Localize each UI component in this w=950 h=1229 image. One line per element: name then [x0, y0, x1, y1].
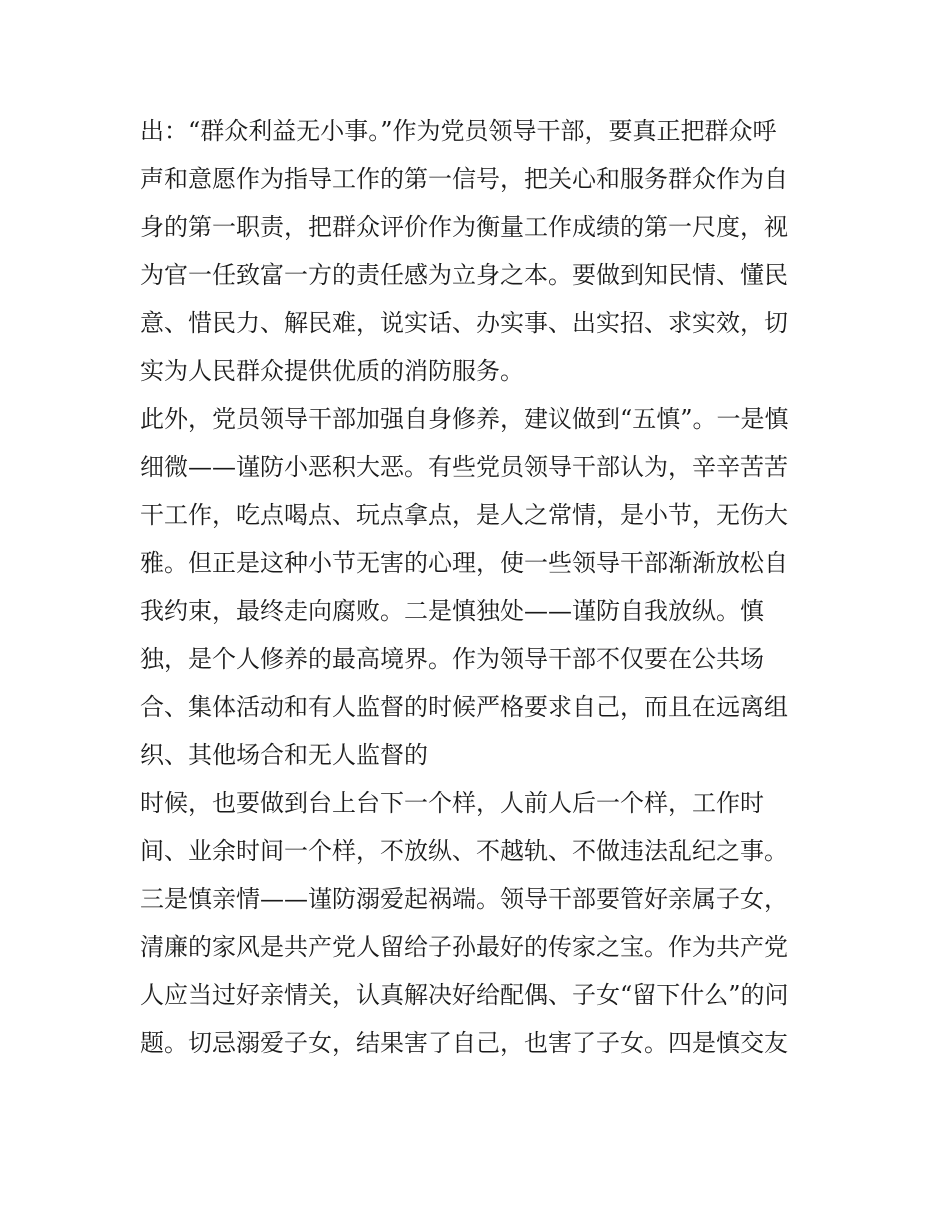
- text-line: 织、其他场合和无人监督的: [140, 741, 428, 769]
- text-line: 合、集体活动和有人监督的时候严格要求自己，而且在远离组: [140, 693, 788, 721]
- text-line: 身的第一职责，把群众评价作为衡量工作成绩的第一尺度，视: [140, 213, 788, 241]
- text-line: 实为人民群众提供优质的消防服务。: [140, 357, 524, 385]
- text-line: 我约束，最终走向腐败。二是慎独处——谨防自我放纵。慎: [140, 597, 764, 625]
- text-line: 意、惜民力、解民难，说实话、办实事、出实招、求实效，切: [140, 309, 788, 337]
- text-line: 声和意愿作为指导工作的第一信号，把关心和服务群众作为自: [140, 165, 788, 193]
- body-text: [140, 107, 820, 1067]
- text-line: 雅。但正是这种小节无害的心理，使一些领导干部渐渐放松自: [140, 549, 788, 577]
- text-line: 时候，也要做到台上台下一个样，人前人后一个样，工作时: [140, 789, 764, 817]
- text-line: 三是慎亲情——谨防溺爱起祸端。领导干部要管好亲属子女，: [140, 885, 788, 913]
- text-line: 干工作，吃点喝点、玩点拿点，是人之常情，是小节，无伤大: [140, 501, 788, 529]
- text-line: 间、业余时间一个样，不放纵、不越轨、不做违法乱纪之事。: [140, 837, 788, 865]
- text-line: 独，是个人修养的最高境界。作为领导干部不仅要在公共场: [140, 645, 764, 673]
- text-line: 为官一任致富一方的责任感为立身之本。要做到知民情、懂民: [140, 261, 788, 289]
- text-line: 题。切忌溺爱子女，结果害了自己，也害了子女。四是慎交友: [140, 1029, 788, 1057]
- text-line: 人应当过好亲情关，认真解决好给配偶、子女“留下什么”的问: [140, 981, 789, 1009]
- text-line: 清廉的家风是共产党人留给子孙最好的传家之宝。作为共产党: [140, 933, 788, 961]
- text-line: 出：“群众利益无小事。”作为党员领导干部，要真正把群众呼: [140, 117, 777, 145]
- text-line: 细微——谨防小恶积大恶。有些党员领导干部认为，辛辛苦苦: [140, 453, 788, 481]
- text-line: 此外，党员领导干部加强自身修养，建议做到“五慎”。一是慎: [140, 405, 789, 433]
